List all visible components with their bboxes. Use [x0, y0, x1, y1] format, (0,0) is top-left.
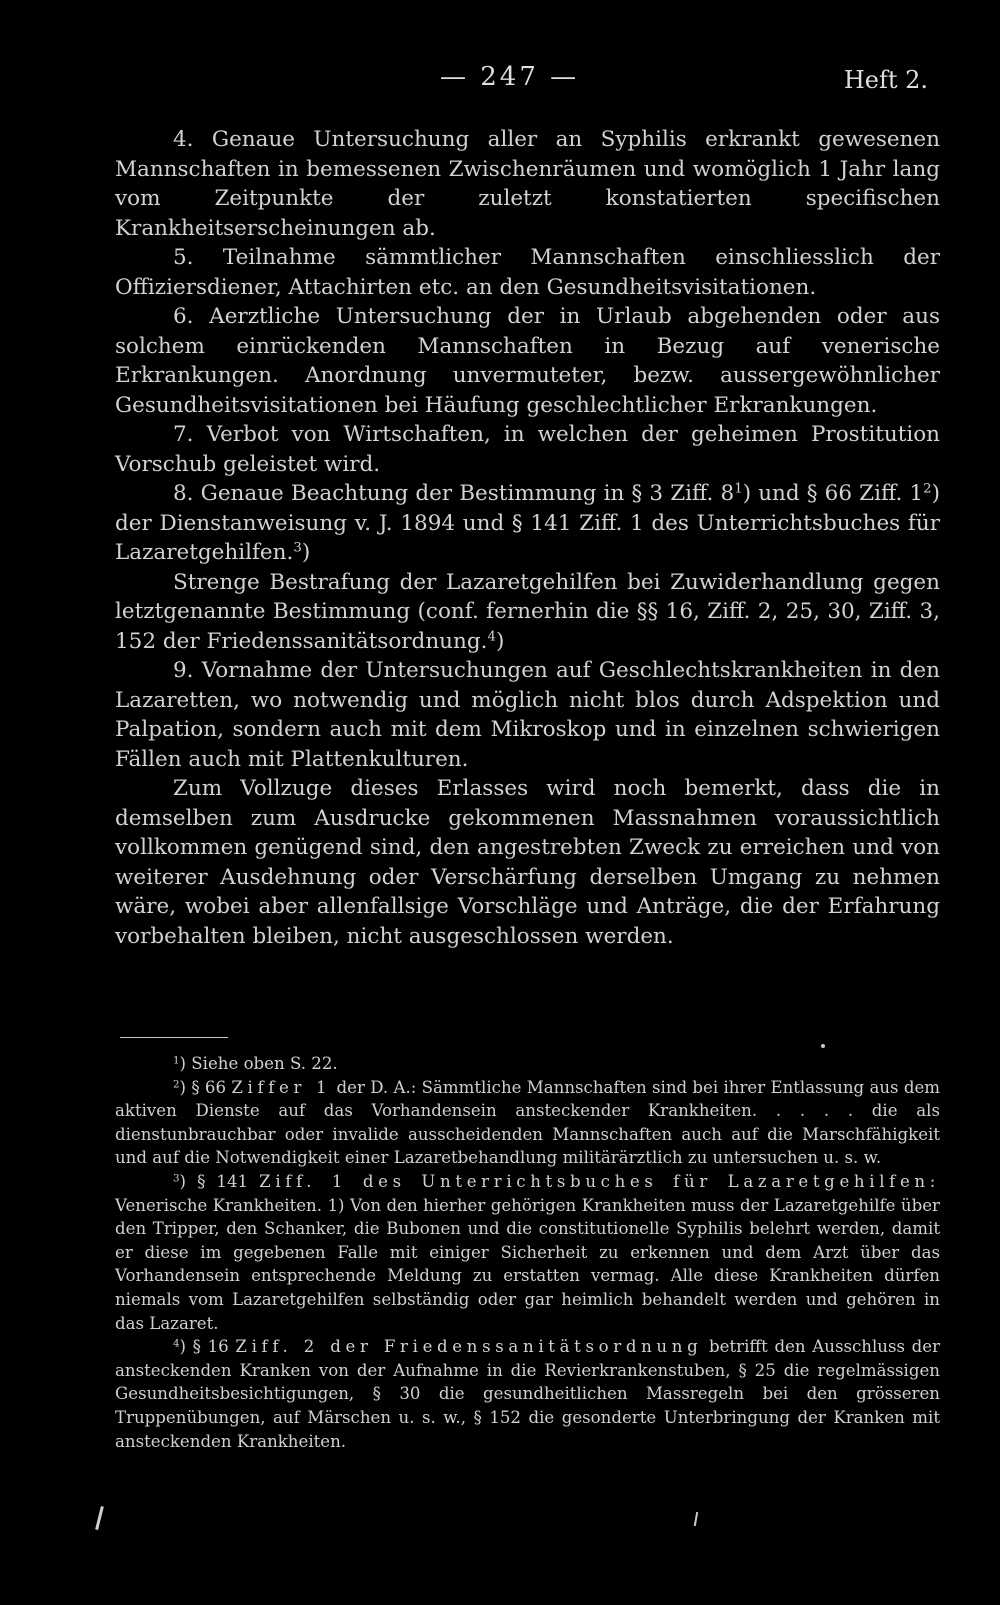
footnote-text: ) § 66 [179, 1077, 227, 1097]
paragraph-text: ) [495, 628, 505, 654]
footnote-text: der D. A.: Sämmtliche Mannschaften sind bei ihrer Entlassung aus dem aktiven Dienste auf das Vorhandensein ansteckender Krankheiten. . . . . die als dienstunbrauchbar oder invalide ausscheidenden Mannschaften auch auf die Marschfähigkeit und auf die Notwendigkeit einer Lazaretbehandlung militärärztlich zu untersuchen u. s. w. [115, 1077, 941, 1168]
footnote-text: Venerische Krankheiten. 1) Von den hierher gehörigen Krankheiten muss der Lazaretgehilfe über den Tripper, den Schanker, die Bubonen und die constitutionelle Syphilis belehrt werden, damit er diese im gegebenen Falle mit einiger Sicherheit zu erkennen und dem Arzt über das Vorhandensein entsprechende Meldung zu erstatten vermag. Alle diese Krankheiten dürfen niemals vom Lazaretgehilfen selbständig oder gar heimlich behandelt werden und gehören in das Lazaret. [115, 1195, 940, 1333]
footnote-3 [115, 1170, 940, 1335]
paragraph-item-4 [115, 125, 940, 243]
footnote-1 [115, 1052, 940, 1076]
paragraph-text: 9. Vornahme der Untersuchungen auf Geschlechtskrankheiten in den Lazaretten, wo notwendig und möglich nicht blos durch Adspektion und Palpation, sondern auch mit dem Mikroskop und in einzelnen schwierigen Fällen auch mit Plattenkulturen. [115, 658, 940, 772]
footnote-mark: 3 [173, 1172, 180, 1185]
footnote-ref: 1 [734, 481, 743, 497]
footnote-ref: 2 [923, 481, 932, 497]
paragraph-text: 6. Aerztliche Untersuchung der in Urlaub abgehenden oder aus solchem einrückenden Mannschaften in Bezug auf venerische Erkrankungen. Anordnung unvermuteter, bezw. aussergewöhnlicher Gesundheitsvisitationen bei Häufung geschlechtlicher Erkrankungen. [115, 304, 940, 418]
footnote-mark: 4 [173, 1337, 180, 1350]
page-number: — 247 — [440, 62, 580, 92]
footnote-ref: 3 [293, 540, 302, 556]
footnote-spaced-text: Ziff. 1 des Unterrichtsbuches für Lazaretgehilfen: [259, 1171, 940, 1191]
paragraph-text: Strenge Bestrafung der Lazaretgehilfen bei Zuwiderhandlung gegen letztgenannte Bestimmung (conf. fernerhin die §§ 16, Ziff. 2, 25, 30, Ziff. 3, 152 der Friedenssanitätsordnung. [115, 569, 940, 654]
footnote-spaced-text: Ziffer 1 [231, 1077, 332, 1097]
paragraph-item-9 [115, 656, 940, 774]
paragraph-item-8 [115, 479, 940, 568]
footnote-mark: 2 [173, 1077, 180, 1090]
main-text [115, 125, 940, 951]
footnotes [115, 1052, 940, 1453]
paragraph-text: ) und § 66 Ziff. 1 [742, 481, 924, 506]
footnote-spaced-text: Ziff. 2 der Friedenssanitätsordnung [235, 1337, 703, 1357]
footnote-text: ) § 16 [179, 1337, 229, 1357]
footnote-divider [120, 1037, 228, 1038]
footnote-text: betrifft den Ausschluss der ansteckenden Kranken von der Aufnahme in die Revierkrankenstuben, § 25 die regelmässigen Gesundheitsbesichtigungen, § 30 die gesundheitlichen Massregeln bei den grösseren Truppenübungen, auf Märschen u. s. w., § 152 die gesonderte Unterbringung der Kranken mit ansteckenden Krankheiten. [115, 1337, 941, 1451]
footnote-2 [115, 1076, 940, 1170]
footnote-text: ) Siehe oben S. 22. [179, 1054, 338, 1073]
paragraph-penalty [115, 568, 940, 657]
print-speck [821, 1044, 825, 1048]
paragraph-text: 8. Genaue Beachtung der Bestimmung in § 3 Ziff. 8 [173, 481, 735, 506]
paragraph-text: 7. Verbot von Wirtschaften, in welchen der geheimen Prostitution Vorschub geleistet wird. [115, 422, 940, 477]
paragraph-item-5 [115, 243, 940, 302]
page-header [0, 62, 1000, 102]
margin-pencil-mark [694, 1512, 698, 1526]
paragraph-text: ) [301, 540, 311, 565]
footnote-mark: 1 [173, 1054, 180, 1067]
margin-pencil-mark [95, 1506, 104, 1530]
footnote-ref: 4 [487, 629, 496, 645]
paragraph-text: 4. Genaue Untersuchung aller an Syphilis erkrankt gewesenen Mannschaften in bemessenen Zwischenräumen und womöglich 1 Jahr lang vom Zeitpunkte der zuletzt konstatierten specifischen Krankheitserscheinungen ab. [115, 127, 940, 241]
paragraph-item-7 [115, 420, 940, 479]
issue-label: Heft 2. [843, 66, 928, 94]
paragraph-text: 5. Teilnahme sämmtlicher Mannschaften einschliesslich der Offiziersdiener, Attachirten etc. an den Gesundheitsvisitationen. [115, 245, 940, 300]
paragraph-item-6 [115, 302, 940, 420]
paragraph-closing [115, 774, 940, 951]
paragraph-text: Zum Vollzuge dieses Erlasses wird noch bemerkt, dass die in demselben zum Ausdrucke gekommenen Massnahmen voraussichtlich vollkommen genügend sind, den angestrebten Zweck zu erreichen und von weiterer Ausdehnung oder Verschärfung derselben Umgang zu nehmen wäre, wobei aber allenfallsige Vorschläge und Anträge, die der Erfahrung vorbehalten bleiben, nicht ausgeschlossen werden. [115, 776, 940, 949]
paragraph-text: ) der Dienstanweisung v. J. 1894 und § 141 Ziff. 1 des Unterrichtsbuches für Lazaretgehilfen. [115, 481, 940, 565]
footnote-4 [115, 1335, 940, 1453]
footnote-text: ) § 141 [179, 1171, 249, 1191]
